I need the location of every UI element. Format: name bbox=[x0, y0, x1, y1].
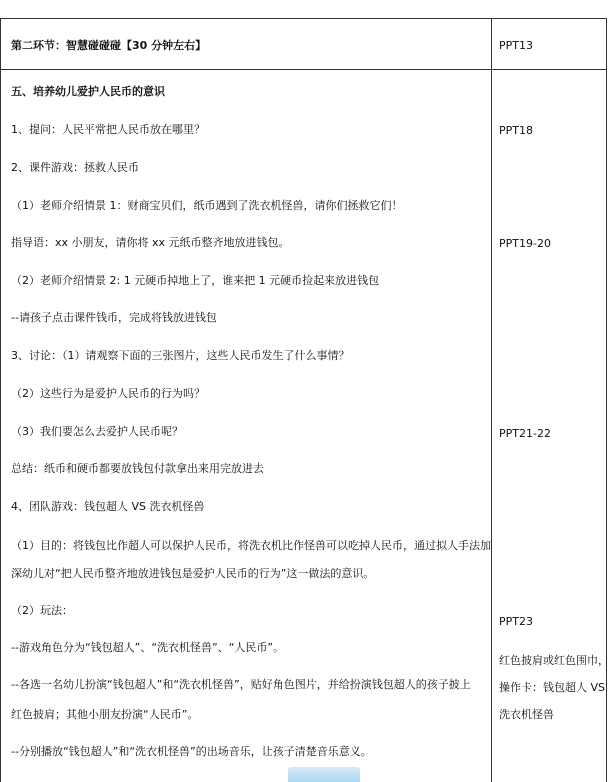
content-heading: 五、培养幼儿爱护人民币的意识 bbox=[11, 85, 165, 98]
content-line: （1）老师介绍情景 1：财商宝贝们，纸币遇到了洗衣机怪兽，请你们拯救它们！ bbox=[11, 199, 403, 212]
content-line: （2）老师介绍情景 2: 1 元硬币掉地上了，谁来把 1 元硬币捡起来放进钱包 bbox=[11, 274, 380, 287]
content-line: --各选一名幼儿扮演“钱包超人”和“洗衣机怪兽”，贴好角色图片，并给扮演钱包超人的孩子披上 bbox=[11, 678, 471, 691]
content-line: （3）我们要怎么去爱护人民币呢？ bbox=[11, 425, 183, 438]
watermark-tab bbox=[288, 767, 360, 782]
content-line: （2）这些行为是爱护人民币的行为吗？ bbox=[11, 387, 205, 400]
ppt-ref-21-22: PPT21-22 bbox=[499, 427, 551, 440]
content-line: --请孩子点击课件钱币，完成将钱放进钱包 bbox=[11, 311, 217, 324]
row-divider bbox=[1, 69, 606, 70]
content-line: （2）玩法： bbox=[11, 604, 73, 617]
materials-line-3: 洗衣机怪兽 bbox=[499, 708, 554, 721]
content-line: 深幼儿对“把人民币整齐地放进钱包是爱护人民币的行为”这一做法的意识。 bbox=[11, 567, 375, 580]
content-line: 4、团队游戏：钱包超人 VS 洗衣机怪兽 bbox=[11, 500, 205, 513]
ppt-ref-19-20: PPT19-20 bbox=[499, 237, 551, 250]
ppt-ref-13: PPT13 bbox=[499, 39, 533, 52]
column-divider bbox=[491, 19, 492, 782]
content-line: 红色披肩；其他小朋友扮演“人民币”。 bbox=[11, 708, 199, 721]
lesson-plan-table bbox=[0, 18, 607, 782]
section-title: 第二环节：智慧碰碰碰【30 分钟左右】 bbox=[11, 39, 207, 52]
materials-line-2: 操作卡：钱包超人 VS bbox=[499, 681, 606, 694]
materials-line-1: 红色披肩或红色围巾， bbox=[499, 654, 609, 667]
content-line: --游戏角色分为“钱包超人”、“洗衣机怪兽”、“人民币”。 bbox=[11, 641, 285, 654]
ppt-ref-23: PPT23 bbox=[499, 615, 533, 628]
content-line: 2、课件游戏：拯救人民币 bbox=[11, 161, 139, 174]
ppt-ref-18: PPT18 bbox=[499, 124, 533, 137]
content-line: 指导语：xx 小朋友，请你将 xx 元纸币整齐地放进钱包。 bbox=[11, 236, 290, 249]
content-line: （1）目的：将钱包比作超人可以保护人民币，将洗衣机比作怪兽可以吃掉人民币，通过拟人手法加 bbox=[11, 539, 491, 552]
content-line: --分别播放“钱包超人”和“洗衣机怪兽”的出场音乐，让孩子清楚音乐意义。 bbox=[11, 745, 372, 758]
content-line: 总结：纸币和硬币都要放钱包付款拿出来用完放进去 bbox=[11, 462, 264, 475]
content-line: 3、讨论：（1）请观察下面的三张图片，这些人民币发生了什么事情？ bbox=[11, 349, 350, 362]
content-line: 1、提问：人民平常把人民币放在哪里？ bbox=[11, 123, 205, 136]
